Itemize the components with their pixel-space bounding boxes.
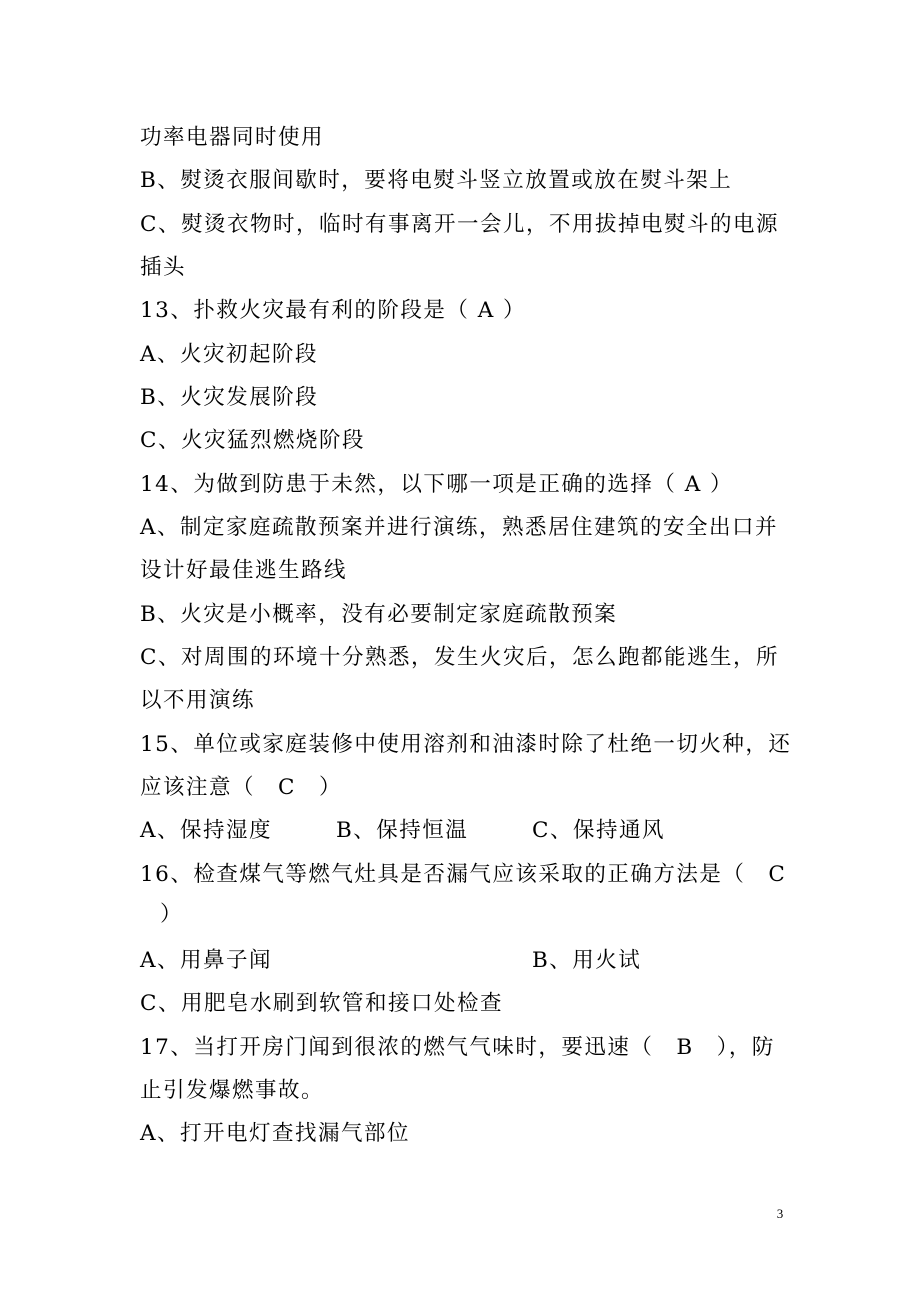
option-line: C、用肥皂水刷到软管和接口处检查: [140, 991, 503, 1016]
text-line: 功率电器同时使用: [140, 125, 325, 150]
text-line: 止引发爆燃事故。: [140, 1078, 325, 1103]
text-line: ）: [160, 902, 184, 927]
option-line: A、火灾初起阶段: [140, 342, 319, 367]
text-line: 以不用演练: [140, 688, 256, 713]
text-line: 设计好最佳逃生路线: [140, 558, 348, 583]
option-line: B、火灾发展阶段: [140, 385, 319, 410]
question-15: 15、单位或家庭装修中使用溶剂和油漆时除了杜绝一切火种，还: [140, 732, 792, 757]
question-16: 16、检查煤气等燃气灶具是否漏气应该采取的正确方法是（ C: [140, 862, 787, 887]
question-17: 17、当打开房门闻到很浓的燃气气味时，要迅速（ B ），防: [140, 1035, 775, 1060]
text-line: 应该注意（ C ）: [140, 775, 342, 800]
question-13: 13、扑救火灾最有利的阶段是（ A ）: [140, 298, 527, 323]
option-line: A、制定家庭疏散预案并进行演练，熟悉居住建筑的安全出口并: [140, 515, 779, 540]
option-line: C、熨烫衣物时，临时有事离开一会儿，不用拔掉电熨斗的电源: [140, 212, 779, 237]
q16-option-a: A、用鼻子闻: [140, 948, 273, 973]
question-14: 14、为做到防患于未然，以下哪一项是正确的选择（ A ）: [140, 472, 734, 497]
option-line: B、熨烫衣服间歇时，要将电熨斗竖立放置或放在熨斗架上: [140, 168, 733, 193]
q16-option-b: B、用火试: [532, 948, 642, 973]
option-line: A、打开电灯查找漏气部位: [140, 1121, 411, 1146]
option-line: C、火灾猛烈燃烧阶段: [140, 428, 365, 453]
option-line: C、对周围的环境十分熟悉，发生火灾后，怎么跑都能逃生，所: [140, 645, 779, 670]
option-line: B、火灾是小概率，没有必要制定家庭疏散预案: [140, 602, 618, 627]
q15-option-c: C、保持通风: [532, 818, 665, 843]
q15-option-b: B、保持恒温: [336, 818, 469, 843]
page-number: 3: [776, 1206, 784, 1221]
text-line: 插头: [140, 255, 187, 280]
q15-option-a: A、保持湿度: [140, 818, 273, 843]
